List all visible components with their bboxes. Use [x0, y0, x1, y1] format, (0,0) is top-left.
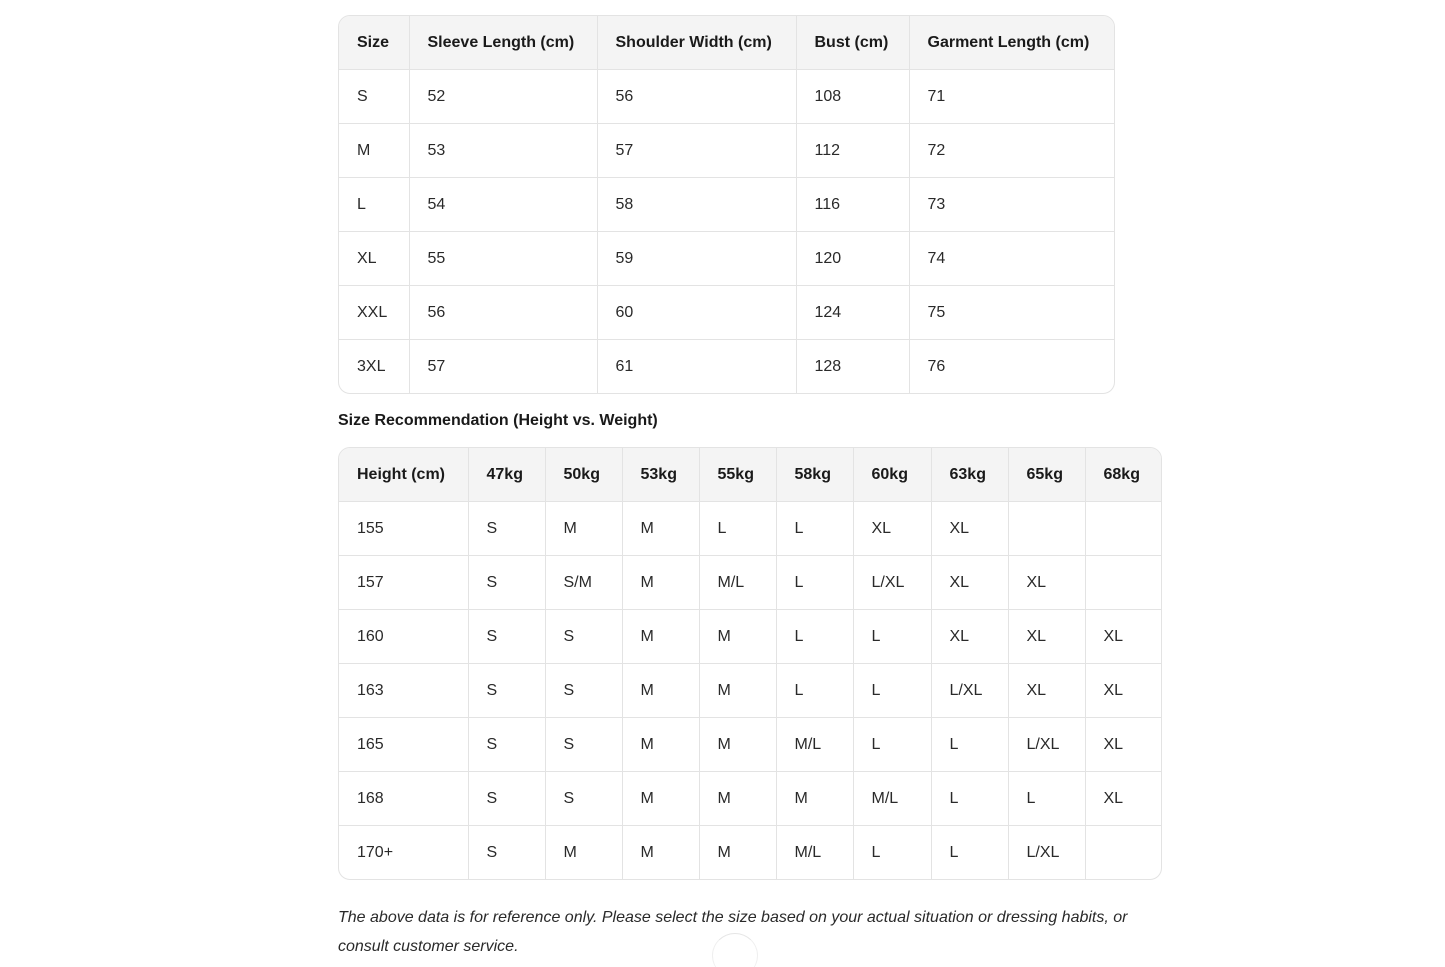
recommendation-cell: XL [1085, 664, 1161, 718]
recommendation-cell [1085, 556, 1161, 610]
recommendation-cell: M/L [776, 718, 853, 772]
recommendation-cell: M [699, 718, 776, 772]
recommendation-cell: L [1008, 772, 1085, 826]
recommendation-cell: M/L [776, 826, 853, 880]
recommendation-cell: S [545, 718, 622, 772]
recommendation-cell: L/XL [853, 556, 931, 610]
recommendation-cell: M [545, 826, 622, 880]
size-chart-column-header: Size [339, 16, 409, 70]
table-row [339, 556, 1161, 610]
table-row [339, 664, 1161, 718]
size-chart-column-header: Shoulder Width (cm) [597, 16, 796, 70]
recommendation-cell: L [776, 556, 853, 610]
recommendation-cell: M/L [853, 772, 931, 826]
recommendation-row-label: 165 [339, 718, 468, 772]
recommendation-cell: XL [1008, 610, 1085, 664]
size-chart-row-label: S [339, 70, 409, 124]
recommendation-cell: S/M [545, 556, 622, 610]
recommendation-cell: S [468, 772, 545, 826]
size-chart-row-label: M [339, 124, 409, 178]
recommendation-column-header: Height (cm) [339, 448, 468, 502]
size-chart-cell: 74 [909, 232, 1114, 286]
recommendation-cell: M [622, 610, 699, 664]
size-chart-row-label: XXL [339, 286, 409, 340]
recommendation-cell: S [545, 664, 622, 718]
recommendation-cell: S [468, 610, 545, 664]
size-chart-cell: 72 [909, 124, 1114, 178]
recommendation-cell: S [468, 718, 545, 772]
recommendation-cell: XL [931, 502, 1008, 556]
recommendation-column-header: 60kg [853, 448, 931, 502]
table-row [339, 286, 1114, 340]
recommendation-row-label: 163 [339, 664, 468, 718]
recommendation-cell: L [931, 772, 1008, 826]
size-chart-cell: 61 [597, 340, 796, 394]
recommendation-cell: L [776, 610, 853, 664]
recommendation-row-label: 170+ [339, 826, 468, 880]
recommendation-row-label: 160 [339, 610, 468, 664]
recommendation-cell: M [699, 664, 776, 718]
recommendation-cell: L/XL [1008, 718, 1085, 772]
table-row [339, 124, 1114, 178]
recommendation-cell: M [622, 502, 699, 556]
recommendation-row-label: 157 [339, 556, 468, 610]
size-chart-cell: 57 [597, 124, 796, 178]
recommendation-column-header: 53kg [622, 448, 699, 502]
recommendation-cell: M [622, 664, 699, 718]
size-chart-cell: 112 [796, 124, 909, 178]
recommendation-cell [1085, 826, 1161, 880]
size-chart-container [338, 15, 1115, 394]
recommendation-column-header: 58kg [776, 448, 853, 502]
recommendation-column-header: 68kg [1085, 448, 1161, 502]
size-chart-cell: 75 [909, 286, 1114, 340]
recommendation-cell: M [699, 610, 776, 664]
recommendation-cell: L [776, 664, 853, 718]
recommendation-cell: S [468, 826, 545, 880]
size-chart-column-header: Bust (cm) [796, 16, 909, 70]
size-chart-row-label: XL [339, 232, 409, 286]
recommendation-column-header: 65kg [1008, 448, 1085, 502]
size-chart-cell: 108 [796, 70, 909, 124]
recommendation-column-header: 50kg [545, 448, 622, 502]
recommendation-cell: XL [1008, 664, 1085, 718]
recommendation-cell: S [468, 664, 545, 718]
recommendation-cell: M [622, 826, 699, 880]
recommendation-cell: L [853, 664, 931, 718]
recommendation-cell: L [853, 826, 931, 880]
disclaimer-note: The above data is for reference only. Please select the size based on your actual situation or dressing habits, or consult customer service. [338, 909, 1128, 955]
recommendation-body [339, 502, 1161, 880]
size-chart-cell: 56 [597, 70, 796, 124]
recommendation-cell: XL [853, 502, 931, 556]
size-chart-cell: 56 [409, 286, 597, 340]
recommendation-cell: XL [1008, 556, 1085, 610]
size-chart-column-header: Garment Length (cm) [909, 16, 1114, 70]
size-chart-cell: 116 [796, 178, 909, 232]
recommendation-cell: M [545, 502, 622, 556]
recommendation-cell: M [699, 826, 776, 880]
recommendation-cell: XL [1085, 772, 1161, 826]
table-row [339, 178, 1114, 232]
recommendation-cell: M [622, 772, 699, 826]
recommendation-cell: L [853, 718, 931, 772]
recommendation-cell: L/XL [931, 664, 1008, 718]
table-row [339, 772, 1161, 826]
size-chart-cell: 59 [597, 232, 796, 286]
recommendation-cell: S [545, 610, 622, 664]
recommendation-container [338, 447, 1162, 880]
recommendation-row-label: 168 [339, 772, 468, 826]
recommendation-table [339, 448, 1161, 879]
recommendation-cell: M/L [699, 556, 776, 610]
recommendation-cell: XL [931, 610, 1008, 664]
size-chart-row-label: L [339, 178, 409, 232]
recommendation-column-header: 55kg [699, 448, 776, 502]
size-chart-cell: 128 [796, 340, 909, 394]
recommendation-column-header: 63kg [931, 448, 1008, 502]
recommendation-header [339, 448, 1161, 502]
size-chart-body [339, 70, 1114, 394]
recommendation-cell [1008, 502, 1085, 556]
size-chart-cell: 58 [597, 178, 796, 232]
size-chart-cell: 71 [909, 70, 1114, 124]
size-chart-cell: 76 [927, 357, 946, 375]
size-chart-cell: 124 [796, 286, 909, 340]
recommendation-cell: S [545, 772, 622, 826]
table-row [339, 826, 1161, 880]
table-row [339, 502, 1161, 556]
size-chart-column-header: Sleeve Length (cm) [409, 16, 597, 70]
size-chart-header [339, 16, 1114, 70]
size-chart-cell: 120 [796, 232, 909, 286]
recommendation-cell: M [622, 556, 699, 610]
size-chart-cell: 60 [597, 286, 796, 340]
recommendation-cell: L [699, 502, 776, 556]
recommendation-cell: S [468, 502, 545, 556]
size-chart-table [339, 16, 1114, 393]
recommendation-column-header: 47kg [468, 448, 545, 502]
size-chart-cell: 54 [409, 178, 597, 232]
recommendation-cell: M [622, 718, 699, 772]
size-chart-cell: 55 [409, 232, 597, 286]
recommendation-cell: XL [1085, 718, 1161, 772]
table-row [339, 340, 1114, 394]
recommendation-cell: L [931, 826, 1008, 880]
recommendation-title: Size Recommendation (Height vs. Weight) [338, 412, 658, 429]
recommendation-cell [1085, 502, 1161, 556]
size-chart-cell: 52 [409, 70, 597, 124]
table-row [339, 718, 1161, 772]
recommendation-cell: S [468, 556, 545, 610]
table-row [339, 70, 1114, 124]
table-row [339, 610, 1161, 664]
size-chart-cell: 53 [409, 124, 597, 178]
recommendation-cell: M [699, 772, 776, 826]
size-chart-row-label: 3XL [339, 340, 409, 394]
recommendation-cell: XL [1085, 610, 1161, 664]
recommendation-cell: L/XL [1008, 826, 1085, 880]
recommendation-cell: L [931, 718, 1008, 772]
table-row [339, 232, 1114, 286]
size-chart-cell: 73 [909, 178, 1114, 232]
recommendation-row-label: 155 [339, 502, 468, 556]
size-chart-cell: 57 [409, 340, 597, 394]
recommendation-cell: XL [931, 556, 1008, 610]
recommendation-cell: L [776, 502, 853, 556]
recommendation-cell: M [776, 772, 853, 826]
recommendation-cell: L [853, 610, 931, 664]
